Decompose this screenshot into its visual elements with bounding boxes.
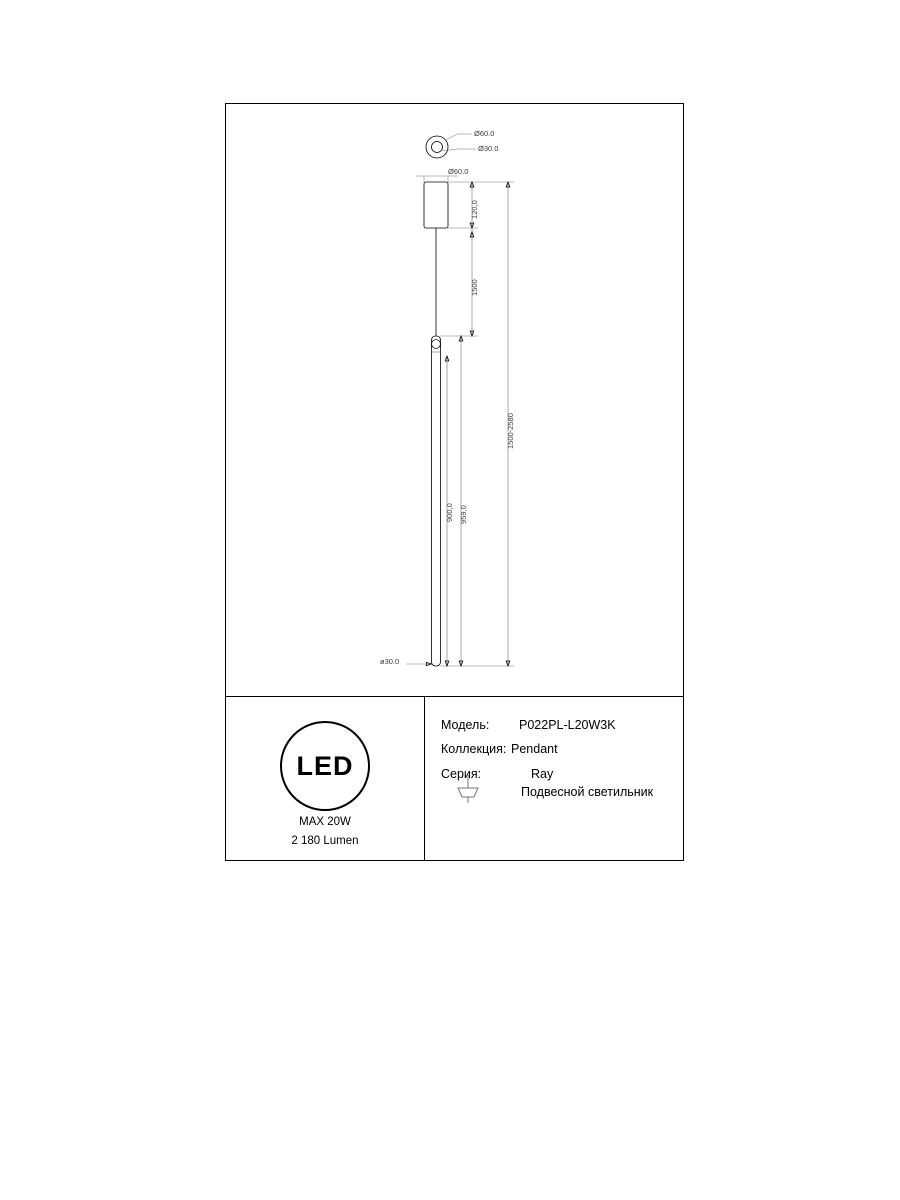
dim-top-mount-inner: Ø30.0 — [478, 144, 499, 153]
spec-row-model — [441, 718, 616, 732]
product-drawing — [226, 104, 683, 696]
spec-row-collection — [441, 742, 558, 756]
dimension-body-with-fitting — [440, 336, 466, 666]
dim-cable-length: 1500 — [470, 279, 479, 296]
type-value: Подвесной светильник — [521, 785, 654, 799]
spec-panel — [425, 697, 683, 861]
collection-value: Pendant — [511, 742, 558, 756]
dim-body-length: 900,0 — [445, 503, 454, 522]
dim-top-mount-outer: Ø60.0 — [474, 129, 495, 138]
led-max-power: MAX 20W — [299, 816, 351, 828]
led-badge-icon — [280, 721, 370, 811]
dimension-body-diameter — [406, 662, 432, 665]
drawing-area — [226, 104, 683, 696]
dim-total-range: 1500-2580 — [506, 413, 515, 449]
led-info-panel — [226, 697, 425, 861]
spec-row-type — [521, 785, 653, 799]
technical-drawing-sheet — [225, 103, 684, 861]
led-badge-label: LED — [296, 750, 354, 781]
dim-canopy-diameter: Ø60.0 — [448, 167, 469, 176]
series-value: Ray — [531, 767, 554, 781]
dim-body-diameter: ø30.0 — [380, 657, 400, 666]
title-block — [226, 696, 683, 861]
pendant-lamp-icon — [451, 773, 485, 807]
model-label: Модель: — [441, 718, 490, 732]
model-value: P022PL-L20W3K — [519, 718, 616, 732]
series-label: Серия: — [441, 767, 482, 781]
led-lumen: 2 180 Lumen — [291, 835, 359, 847]
canopy-body — [416, 176, 458, 228]
dim-canopy-height: 120,0 — [470, 200, 479, 219]
collection-label: Коллекция: — [441, 742, 507, 756]
lamp-rod-body — [432, 336, 441, 666]
dim-body-with-fitting: 959,0 — [459, 505, 468, 524]
ceiling-mount-symbol — [426, 134, 476, 158]
